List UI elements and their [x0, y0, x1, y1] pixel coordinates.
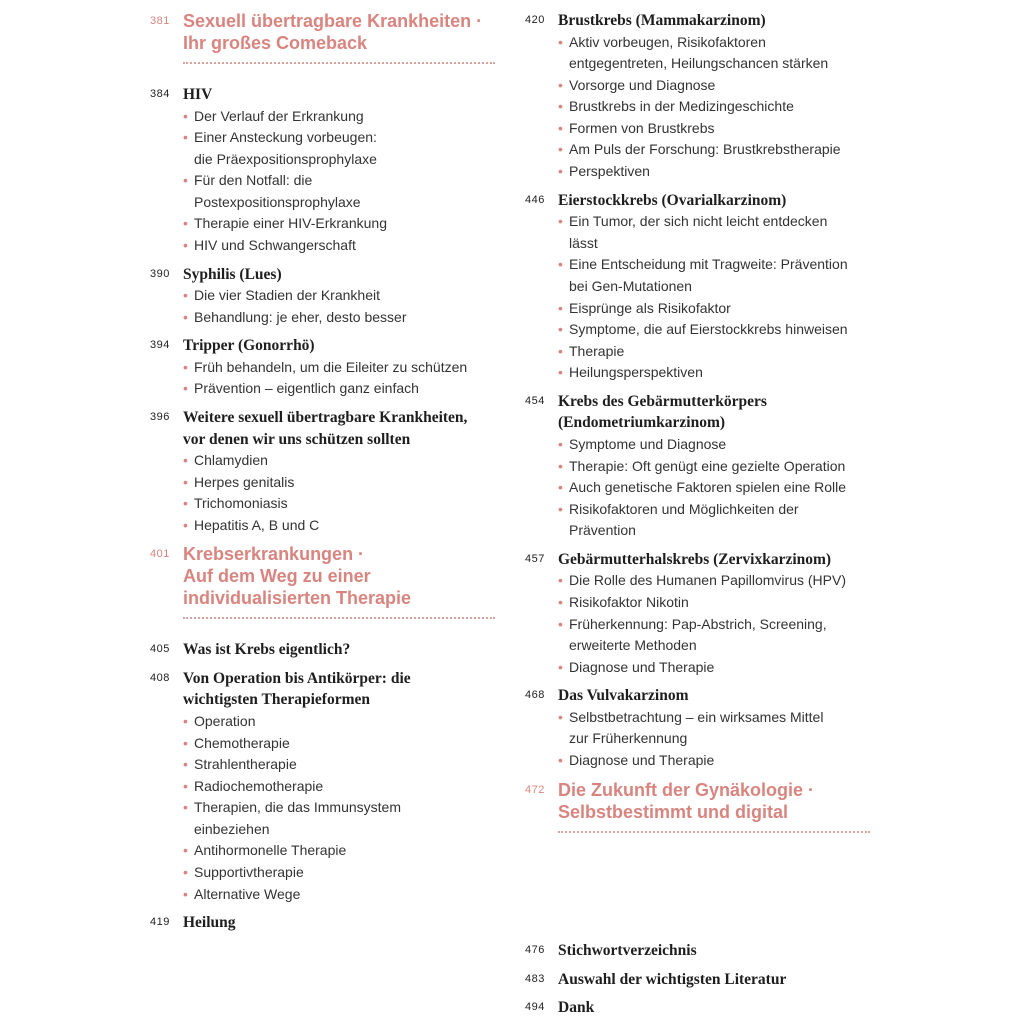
section-entry — [525, 685, 870, 771]
section-title — [183, 407, 467, 450]
section-page-number: 405 — [150, 643, 170, 656]
subtopic-line: Eine Entscheidung mit Tragweite: Prävention — [569, 256, 848, 273]
bullet-icon: • — [558, 364, 563, 381]
section-heading — [525, 940, 870, 962]
dotted-divider — [183, 617, 495, 619]
bullet-icon: • — [183, 237, 188, 254]
subtopic-line: Eisprünge als Risikofaktor — [569, 299, 731, 316]
subtopic-line: Diagnose und Therapie — [569, 658, 715, 675]
subtopic-line: Perspektiven — [569, 163, 650, 180]
section-page-number: 457 — [525, 552, 545, 565]
bullet-icon: • — [558, 213, 563, 230]
subtopic-item — [183, 213, 495, 235]
chapter-entry — [525, 779, 870, 833]
title-line: individualisierten Therapie — [183, 588, 412, 609]
subtopic-line: HIV und Schwangerschaft — [194, 237, 356, 254]
title-line: Auswahl der wichtigsten Literatur — [558, 970, 787, 988]
subtopic-item — [558, 298, 870, 320]
subtopic-item — [558, 211, 870, 254]
section-heading — [525, 10, 870, 32]
section-heading — [525, 969, 870, 991]
section-page-number: 420 — [525, 14, 545, 26]
toc-right-column — [525, 10, 870, 853]
section-page-number: 390 — [150, 267, 170, 280]
subtopic-item — [183, 127, 495, 170]
subtopic-item — [183, 862, 495, 884]
section-heading — [525, 685, 870, 707]
title-line: Stichwortverzeichnis — [558, 942, 697, 959]
subtopic-line: Risikofaktor Nikotin — [569, 593, 689, 610]
title-line: Dank — [558, 999, 595, 1016]
title-line: wichtigsten Therapieformen — [183, 691, 370, 709]
section-page-number: 384 — [150, 88, 170, 100]
title-line: Krebs des Gebärmutterkörpers — [558, 392, 767, 410]
subtopic-line: Prävention — [569, 522, 636, 539]
subtopic-item — [183, 450, 495, 472]
section-entry — [150, 264, 495, 329]
subtopic-line: Einer Ansteckung vorbeugen: — [194, 129, 377, 146]
subtopic-item — [558, 657, 870, 679]
bullet-icon: • — [183, 842, 188, 859]
section-page-number: 396 — [150, 411, 170, 424]
dotted-divider — [558, 831, 870, 833]
bullet-icon: • — [558, 500, 563, 517]
section-title — [558, 391, 767, 434]
subtopic-item — [558, 707, 870, 750]
subtopic-list — [150, 285, 495, 328]
chapter-page-number: 381 — [150, 15, 170, 27]
chapter-page-number: 401 — [150, 548, 170, 561]
subtopic-line: Alternative Wege — [194, 885, 301, 902]
section-page-number: 468 — [525, 689, 545, 702]
bullet-icon: • — [558, 479, 563, 496]
bullet-icon: • — [183, 495, 188, 512]
section-entry — [150, 912, 495, 934]
subtopic-item — [558, 32, 870, 75]
subtopic-item — [558, 75, 870, 97]
chapter-entry — [150, 543, 495, 619]
bullet-icon: • — [558, 435, 563, 452]
section-title — [183, 84, 212, 106]
title-line: Selbstbestimmt und digital — [558, 801, 789, 822]
subtopic-line: die Präexpositionsprophylaxe — [194, 150, 377, 167]
toc-back-matter — [525, 940, 870, 1026]
subtopic-item — [183, 797, 495, 840]
title-line: Heilung — [183, 914, 236, 932]
subtopic-line: Aktiv vorbeugen, Risikofaktoren — [569, 33, 766, 50]
bullet-icon: • — [183, 799, 188, 816]
bullet-icon: • — [183, 777, 188, 794]
bullet-icon: • — [183, 516, 188, 533]
section-title — [558, 997, 594, 1019]
title-line: Tripper (Gonorrhö) — [183, 337, 315, 355]
section-heading — [525, 997, 870, 1019]
section-heading — [150, 639, 495, 661]
bullet-icon: • — [183, 107, 188, 124]
subtopic-item — [558, 477, 870, 499]
section-title — [558, 685, 689, 707]
subtopic-line: Brustkrebs in der Medizingeschichte — [569, 98, 794, 115]
title-line: Das Vulvakarzinom — [558, 687, 689, 705]
bullet-icon: • — [183, 734, 188, 751]
section-page-number: 446 — [525, 193, 545, 206]
subtopic-line: Ein Tumor, der sich nicht leicht entdecken — [569, 213, 828, 230]
section-title — [558, 549, 831, 571]
subtopic-item — [558, 254, 870, 297]
subtopic-line: Chlamydien — [194, 452, 268, 469]
subtopic-line: Postexpositionsprophylaxe — [194, 193, 361, 210]
title-line: Von Operation bis Antikörper: die — [183, 669, 411, 687]
chapter-heading — [150, 10, 495, 54]
subtopic-item — [558, 341, 870, 363]
subtopic-line: Früh behandeln, um die Eileiter zu schützen — [194, 358, 468, 375]
title-line: Auf dem Weg zu einer — [183, 566, 371, 587]
bullet-icon: • — [558, 119, 563, 136]
bullet-icon: • — [183, 172, 188, 189]
subtopic-item — [558, 434, 870, 456]
subtopic-line: Risikofaktoren und Möglichkeiten der — [569, 500, 799, 517]
subtopic-item — [183, 515, 495, 537]
subtopic-item — [183, 170, 495, 213]
subtopic-list — [150, 711, 495, 905]
subtopic-item — [183, 884, 495, 906]
section-entry — [150, 639, 495, 661]
bullet-icon: • — [558, 98, 563, 115]
subtopic-list — [525, 211, 870, 384]
subtopic-line: Operation — [194, 712, 256, 729]
bullet-icon: • — [183, 308, 188, 325]
subtopic-item — [558, 614, 870, 657]
title-line: Gebärmutterhalskrebs (Zervixkarzinom) — [558, 550, 832, 568]
bullet-icon: • — [558, 299, 563, 316]
subtopic-item — [183, 472, 495, 494]
section-title — [183, 264, 282, 286]
subtopic-list — [525, 570, 870, 678]
section-entry — [150, 407, 495, 536]
subtopic-item — [558, 139, 870, 161]
title-line: Weitere sexuell übertragbare Krankheiten, — [183, 409, 468, 427]
section-entry — [525, 190, 870, 384]
section-title — [183, 912, 236, 934]
section-page-number: 454 — [525, 394, 545, 407]
bullet-icon: • — [183, 380, 188, 397]
subtopic-item — [558, 118, 870, 140]
subtopic-line: Therapie einer HIV-Erkrankung — [194, 215, 387, 232]
subtopic-line: Symptome und Diagnose — [569, 435, 727, 452]
subtopic-list — [150, 450, 495, 536]
subtopic-line: Früherkennung: Pap-Abstrich, Screening, — [569, 615, 827, 632]
title-line: (Endometriumkarzinom) — [558, 414, 726, 432]
section-page-number: 483 — [525, 972, 545, 985]
subtopic-item — [183, 235, 495, 257]
bullet-icon: • — [183, 864, 188, 881]
subtopic-item — [183, 106, 495, 128]
title-line: Ihr großes Comeback — [183, 33, 368, 53]
subtopic-item — [558, 570, 870, 592]
section-title — [183, 639, 350, 661]
title-line: vor denen wir uns schützen sollten — [183, 430, 411, 448]
subtopic-item — [183, 776, 495, 798]
subtopic-line: Hepatitis A, B und C — [194, 516, 320, 533]
bullet-icon: • — [183, 885, 188, 902]
bullet-icon: • — [183, 287, 188, 304]
subtopic-item — [558, 456, 870, 478]
subtopic-list — [150, 106, 495, 257]
section-page-number: 476 — [525, 944, 545, 956]
subtopic-item — [183, 733, 495, 755]
subtopic-item — [558, 592, 870, 614]
subtopic-line: Strahlentherapie — [194, 756, 297, 773]
section-entry — [525, 940, 870, 962]
section-heading — [150, 912, 495, 934]
title-line: Eierstockkrebs (Ovarialkarzinom) — [558, 191, 787, 209]
section-entry — [525, 549, 870, 678]
chapter-title — [558, 779, 814, 823]
section-heading — [150, 84, 495, 106]
subtopic-line: zur Früherkennung — [569, 730, 688, 747]
subtopic-line: Diagnose und Therapie — [569, 752, 715, 769]
section-page-number: 408 — [150, 671, 170, 684]
subtopic-item — [558, 750, 870, 772]
subtopic-list — [150, 357, 495, 400]
section-entry — [525, 391, 870, 542]
bullet-icon: • — [558, 163, 563, 180]
title-line: Was ist Krebs eigentlich? — [183, 641, 351, 659]
bullet-icon: • — [183, 358, 188, 375]
subtopic-line: Therapie — [569, 342, 625, 359]
subtopic-line: Prävention – eigentlich ganz einfach — [194, 380, 419, 397]
bullet-icon: • — [558, 256, 563, 273]
section-heading — [525, 190, 870, 212]
subtopic-line: Therapie: Oft genügt eine gezielte Operation — [569, 457, 846, 474]
section-entry — [525, 969, 870, 991]
subtopic-line: einbeziehen — [194, 820, 270, 837]
subtopic-line: entgegentreten, Heilungschancen stärken — [569, 55, 829, 72]
toc-left-column — [150, 10, 495, 941]
subtopic-item — [183, 493, 495, 515]
subtopic-item — [183, 754, 495, 776]
bullet-icon: • — [558, 658, 563, 675]
bullet-icon: • — [558, 572, 563, 589]
subtopic-item — [183, 711, 495, 733]
subtopic-line: bei Gen-Mutationen — [569, 277, 692, 294]
subtopic-item — [183, 357, 495, 379]
subtopic-line: Am Puls der Forschung: Brustkrebstherapie — [569, 141, 841, 158]
section-title — [183, 335, 315, 357]
title-line: Brustkrebs (Mammakarzinom) — [558, 12, 766, 29]
section-page-number: 419 — [150, 916, 170, 929]
section-title — [183, 668, 411, 711]
section-title — [558, 969, 786, 991]
chapter-entry — [150, 10, 495, 64]
section-page-number: 494 — [525, 1001, 545, 1013]
section-title — [558, 940, 697, 962]
subtopic-line: Symptome, die auf Eierstockkrebs hinweisen — [569, 321, 848, 338]
subtopic-line: Selbstbetrachtung – ein wirksames Mittel — [569, 708, 824, 725]
title-line: Krebserkrankungen · — [183, 544, 365, 565]
section-title — [558, 10, 766, 32]
chapter-title — [183, 10, 482, 54]
dotted-divider — [183, 62, 495, 64]
subtopic-list — [525, 434, 870, 542]
section-page-number: 394 — [150, 339, 170, 352]
chapter-title — [183, 543, 411, 609]
subtopic-list — [525, 707, 870, 772]
section-title — [558, 190, 786, 212]
title-line: Syphilis (Lues) — [183, 265, 282, 283]
subtopic-line: Radiochemotherapie — [194, 777, 324, 794]
bullet-icon: • — [558, 342, 563, 359]
subtopic-line: Therapien, die das Immunsystem — [194, 799, 401, 816]
chapter-page-number: 472 — [525, 783, 545, 796]
section-heading — [150, 407, 495, 450]
section-heading — [525, 549, 870, 571]
subtopic-item — [558, 161, 870, 183]
section-entry — [150, 335, 495, 400]
title-line: Sexuell übertragbare Krankheiten · — [183, 11, 483, 31]
subtopic-list — [525, 32, 870, 183]
chapter-heading — [150, 543, 495, 609]
bullet-icon: • — [183, 215, 188, 232]
subtopic-item — [183, 285, 495, 307]
subtopic-line: Für den Notfall: die — [194, 172, 313, 189]
subtopic-line: Vorsorge und Diagnose — [569, 76, 716, 93]
bullet-icon: • — [183, 712, 188, 729]
subtopic-line: Chemotherapie — [194, 734, 290, 751]
bullet-icon: • — [558, 593, 563, 610]
section-entry — [525, 997, 870, 1019]
chapter-heading — [525, 779, 870, 823]
subtopic-item — [558, 96, 870, 118]
subtopic-line: Supportivtherapie — [194, 864, 304, 881]
title-line: Die Zukunft der Gynäkologie · — [558, 779, 815, 800]
bullet-icon: • — [183, 129, 188, 146]
subtopic-line: Der Verlauf der Erkrankung — [194, 107, 364, 124]
subtopic-line: Heilungsperspektiven — [569, 364, 703, 381]
subtopic-line: Behandlung: je eher, desto besser — [194, 308, 407, 325]
subtopic-item — [183, 307, 495, 329]
subtopic-item — [558, 319, 870, 341]
section-heading — [150, 668, 495, 711]
bullet-icon: • — [558, 76, 563, 93]
subtopic-line: Auch genetische Faktoren spielen eine Rolle — [569, 479, 847, 496]
title-line: HIV — [183, 86, 213, 103]
bullet-icon: • — [558, 33, 563, 50]
subtopic-line: Antihormonelle Therapie — [194, 842, 347, 859]
subtopic-item — [183, 840, 495, 862]
subtopic-line: Herpes genitalis — [194, 473, 295, 490]
subtopic-line: Formen von Brustkrebs — [569, 119, 715, 136]
subtopic-item — [183, 378, 495, 400]
subtopic-line: Die Rolle des Humanen Papillomvirus (HPV) — [569, 572, 846, 589]
bullet-icon: • — [183, 473, 188, 490]
subtopic-line: lässt — [569, 234, 598, 251]
bullet-icon: • — [558, 321, 563, 338]
subtopic-line: Die vier Stadien der Krankheit — [194, 287, 380, 304]
bullet-icon: • — [183, 452, 188, 469]
bullet-icon: • — [183, 756, 188, 773]
section-heading — [525, 391, 870, 434]
bullet-icon: • — [558, 708, 563, 725]
section-heading — [150, 335, 495, 357]
bullet-icon: • — [558, 615, 563, 632]
subtopic-line: Trichomoniasis — [194, 495, 288, 512]
bullet-icon: • — [558, 752, 563, 769]
bullet-icon: • — [558, 457, 563, 474]
section-entry — [150, 668, 495, 905]
section-entry — [150, 84, 495, 257]
section-entry — [525, 10, 870, 183]
subtopic-item — [558, 362, 870, 384]
subtopic-line: erweiterte Methoden — [569, 637, 697, 654]
section-heading — [150, 264, 495, 286]
bullet-icon: • — [558, 141, 563, 158]
subtopic-item — [558, 499, 870, 542]
